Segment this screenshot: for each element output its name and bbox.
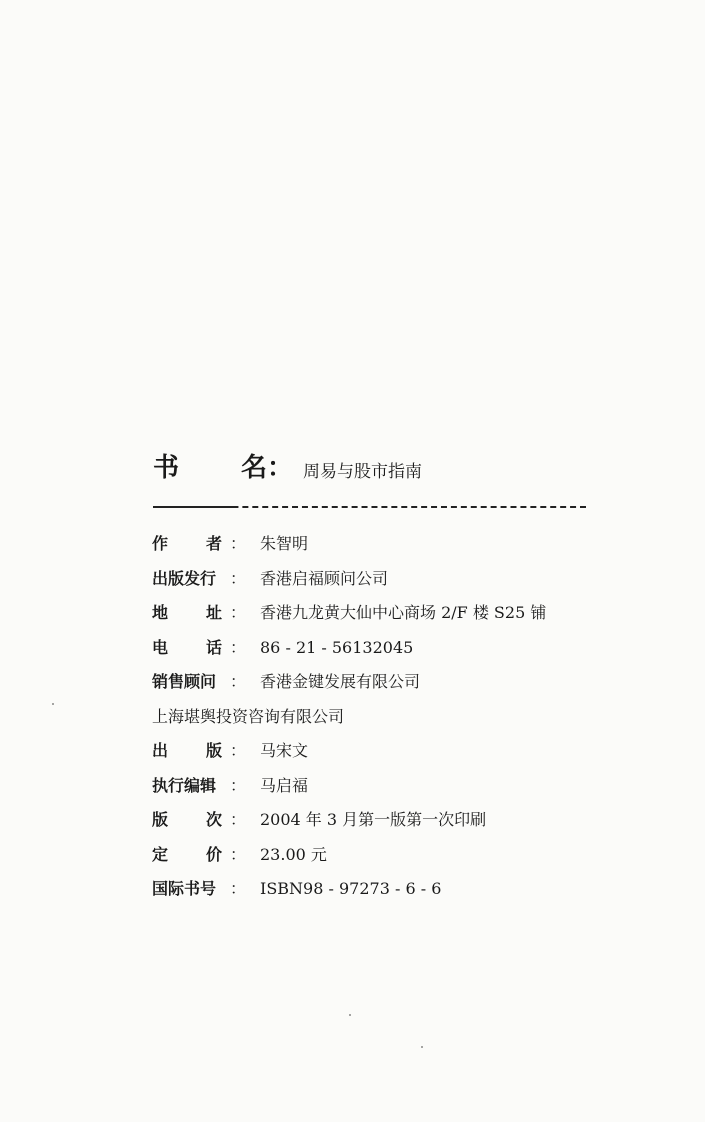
author-label [152, 534, 222, 554]
phone-label-char-1: 电 [152, 637, 169, 657]
sales-consultant-extra-row [152, 701, 672, 736]
sales-consultant-row [152, 666, 672, 701]
publishing-label-char-1: 出 [152, 741, 169, 760]
executive-editor-label: 执行编辑 [152, 775, 217, 795]
author-colon: ： [230, 534, 247, 553]
scan-speck [349, 1014, 351, 1016]
address-label [152, 603, 222, 623]
address-row [152, 597, 672, 632]
phone-value: 86 - 21 - 56132045 [260, 637, 414, 657]
publisher-label: 出版发行 [152, 568, 217, 588]
edition-row [152, 804, 672, 839]
author-row [152, 528, 672, 563]
phone-row [152, 632, 672, 667]
price-label-char-1: 定 [152, 844, 169, 864]
sales-consultant-value: 香港金键发展有限公司 [260, 672, 421, 691]
isbn-row [152, 873, 672, 908]
price-value: 23.00 元 [260, 844, 327, 864]
edition-label-char-1: 版 [152, 810, 169, 829]
executive-editor-colon: ： [230, 775, 247, 795]
book-title-colon: ： [267, 453, 294, 483]
scan-speck [421, 1046, 423, 1048]
publishing-row [152, 735, 672, 770]
executive-editor-row [152, 770, 672, 805]
book-title-value: 周易与股市指南 [303, 462, 422, 482]
publisher-colon: ： [230, 568, 247, 588]
book-title-label-first: 书 [153, 453, 180, 483]
address-value: 香港九龙黄大仙中心商场 2/F 楼 S25 铺 [260, 603, 547, 622]
address-colon: ： [230, 603, 247, 622]
edition-value: 2004 年 3 月第一版第一次印刷 [260, 810, 487, 829]
publishing-colon: ： [230, 741, 247, 760]
isbn-colon: ： [230, 879, 247, 898]
author-label-char-1: 作 [152, 534, 169, 553]
publishing-value: 马宋文 [260, 741, 309, 760]
executive-editor-value: 马启福 [260, 775, 309, 795]
address-label-char-2: 址 [205, 603, 222, 622]
phone-label-char-2: 话 [205, 637, 222, 657]
publisher-value: 香港启福顾问公司 [260, 568, 389, 588]
isbn-label: 国际书号 [152, 879, 217, 898]
sales-consultant-extra-value: 上海堪舆投资咨询有限公司 [152, 706, 345, 726]
scan-speck [52, 703, 54, 705]
sales-consultant-label: 销售顾问 [152, 672, 217, 691]
phone-colon: ： [230, 637, 247, 657]
publishing-label [152, 741, 222, 761]
price-row [152, 839, 672, 874]
book-title-label-second-char: 名 [241, 453, 268, 483]
edition-colon: ： [230, 810, 247, 829]
price-label-char-2: 价 [205, 844, 222, 864]
phone-label [152, 638, 222, 658]
price-label [152, 845, 222, 865]
address-label-char-1: 地 [152, 603, 169, 622]
book-title-label-second [241, 452, 293, 484]
price-colon: ： [230, 844, 247, 864]
publisher-row [152, 563, 672, 598]
publishing-label-char-2: 版 [205, 741, 222, 760]
author-value: 朱智明 [260, 534, 309, 553]
author-label-char-2: 者 [205, 534, 222, 553]
edition-label [152, 810, 222, 830]
publication-info [152, 528, 672, 908]
title-divider-solid-segment [153, 506, 233, 508]
isbn-value: ISBN98 - 97273 - 6 - 6 [260, 879, 442, 898]
edition-label-char-2: 次 [205, 810, 222, 829]
sales-consultant-colon: ： [230, 672, 247, 691]
